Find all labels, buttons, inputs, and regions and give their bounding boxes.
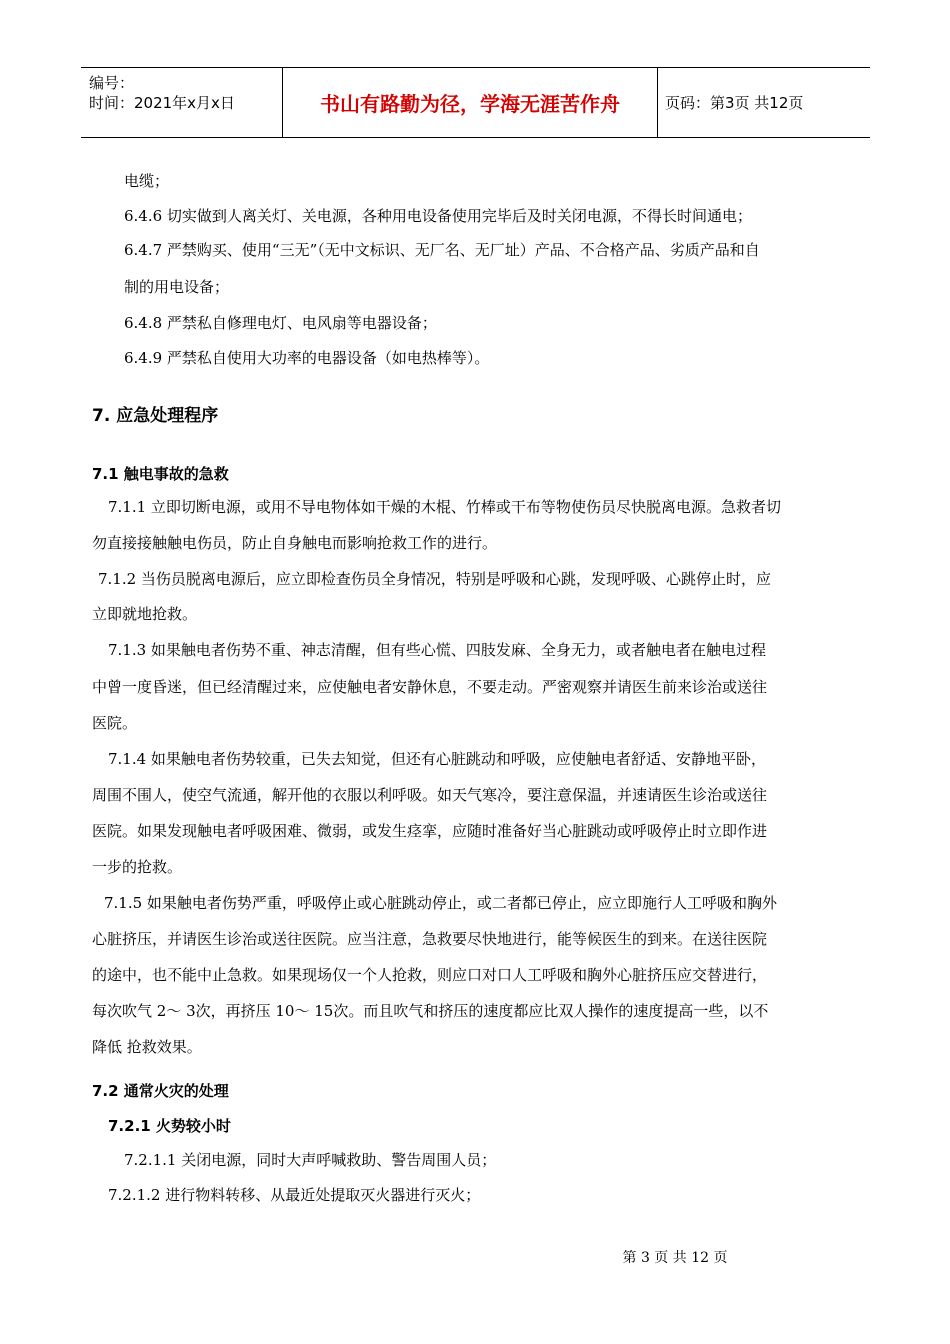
header-meta bbox=[81, 68, 283, 137]
text-line: 7.2.1.1 关闭电源，同时大声呼喊救助、警告周围人员； bbox=[124, 1151, 497, 1169]
text-line: 制的用电设备； bbox=[124, 278, 230, 296]
text-line: 6.4.9 严禁私自使用大功率的电器设备（如电热棒等）。 bbox=[124, 349, 490, 367]
footer-page-number: 第 3 页 共 12 页 bbox=[622, 1250, 728, 1266]
text-line: 中曾一度昏迷，但已经清醒过来，应使触电者安静休息，不要走动。严密观察并请医生前来诊治或送往 bbox=[92, 678, 768, 696]
text-line: 6.4.7 严禁购买、使用“三无”（无中文标识、无厂名、无厂址）产品、不合格产品、劣质产品和自 bbox=[124, 241, 760, 259]
text-line: 心脏挤压，并请医生诊治或送往医院。应当注意，急救要尽快地进行，能等候医生的到来。在送往医院 bbox=[92, 930, 768, 948]
text-line: 6.4.6 切实做到人离关灯、关电源，各种用电设备使用完毕后及时关闭电源，不得长时间通电； bbox=[124, 207, 752, 225]
text-line: 7.1.4 如果触电者伤势较重，已失去知觉，但还有心脏跳动和呼吸，应使触电者舒适、安静地平卧， bbox=[108, 750, 766, 768]
section-7-2-1-heading: 7.2.1 火势较小时 bbox=[108, 1117, 231, 1135]
text-line: 医院。 bbox=[92, 714, 138, 732]
header-motto: 书山有路勤为径，学海无涯苦作舟 bbox=[283, 68, 658, 137]
text-line: 降低 抢救效果。 bbox=[92, 1038, 202, 1056]
text-line: 医院。如果发现触电者呼吸困难、微弱，或发生痉挛，应随时准备好当心脏跳动或呼吸停止时立即作进 bbox=[92, 822, 768, 840]
text-line: 周围不围人，使空气流通，解开他的衣服以利呼吸。如天气寒冷，要注意保温，并速请医生诊治或送往 bbox=[92, 786, 768, 804]
text-line: 每次吹气 2～ 3次，再挤压 10～ 15次。而且吹气和挤压的速度都应比双人操作的速度提高一些，以不 bbox=[92, 1002, 769, 1020]
text-line: 7.1.3 如果触电者伤势不重、神志清醒，但有些心慌、四肢发麻、全身无力，或者触电者在触电过程 bbox=[108, 641, 766, 659]
text-line: 立即就地抢救。 bbox=[92, 605, 198, 623]
section-7-heading: 7. 应急处理程序 bbox=[92, 406, 219, 426]
text-line: 7.1.1 立即切断电源，或用不导电物体如干燥的木棍、竹棒或干布等物使伤员尽快脱离电源。急救者切 bbox=[108, 498, 781, 516]
text-line: 7.2.1.2 进行物料转移、从最近处提取灭火器进行灭火； bbox=[108, 1186, 481, 1204]
text-line: 7.1.5 如果触电者伤势严重，呼吸停止或心脏跳动停止，或二者都已停止，应立即施行人工呼吸和胸外 bbox=[104, 894, 777, 912]
header-page-label: 页码：第3页 共12页 bbox=[665, 94, 804, 112]
text-line: 7.1.2 当伤员脱离电源后，应立即检查伤员全身情况，特别是呼吸和心跳，发现呼吸、心跳停止时，应 bbox=[98, 570, 771, 588]
section-7-1-heading: 7.1 触电事故的急救 bbox=[92, 465, 229, 483]
section-7-2-heading: 7.2 通常火灾的处理 bbox=[92, 1082, 229, 1100]
text-line: 电缆； bbox=[124, 172, 170, 190]
doc-number-label: 编号： bbox=[89, 74, 135, 92]
text-line: 一步的抢救。 bbox=[92, 858, 183, 876]
page-header bbox=[81, 67, 870, 138]
text-line: 6.4.8 严禁私自修理电灯、电风扇等电器设备； bbox=[124, 314, 437, 332]
doc-date-label: 时间：2021年x月x日 bbox=[89, 94, 235, 112]
page-footer bbox=[0, 1247, 950, 1267]
text-line: 的途中，也不能中止急救。如果现场仅一个人抢救，则应口对口人工呼吸和胸外心脏挤压应交替进行， bbox=[92, 966, 768, 984]
text-line: 勿直接接触触电伤员，防止自身触电而影响抢救工作的进行。 bbox=[92, 534, 498, 552]
